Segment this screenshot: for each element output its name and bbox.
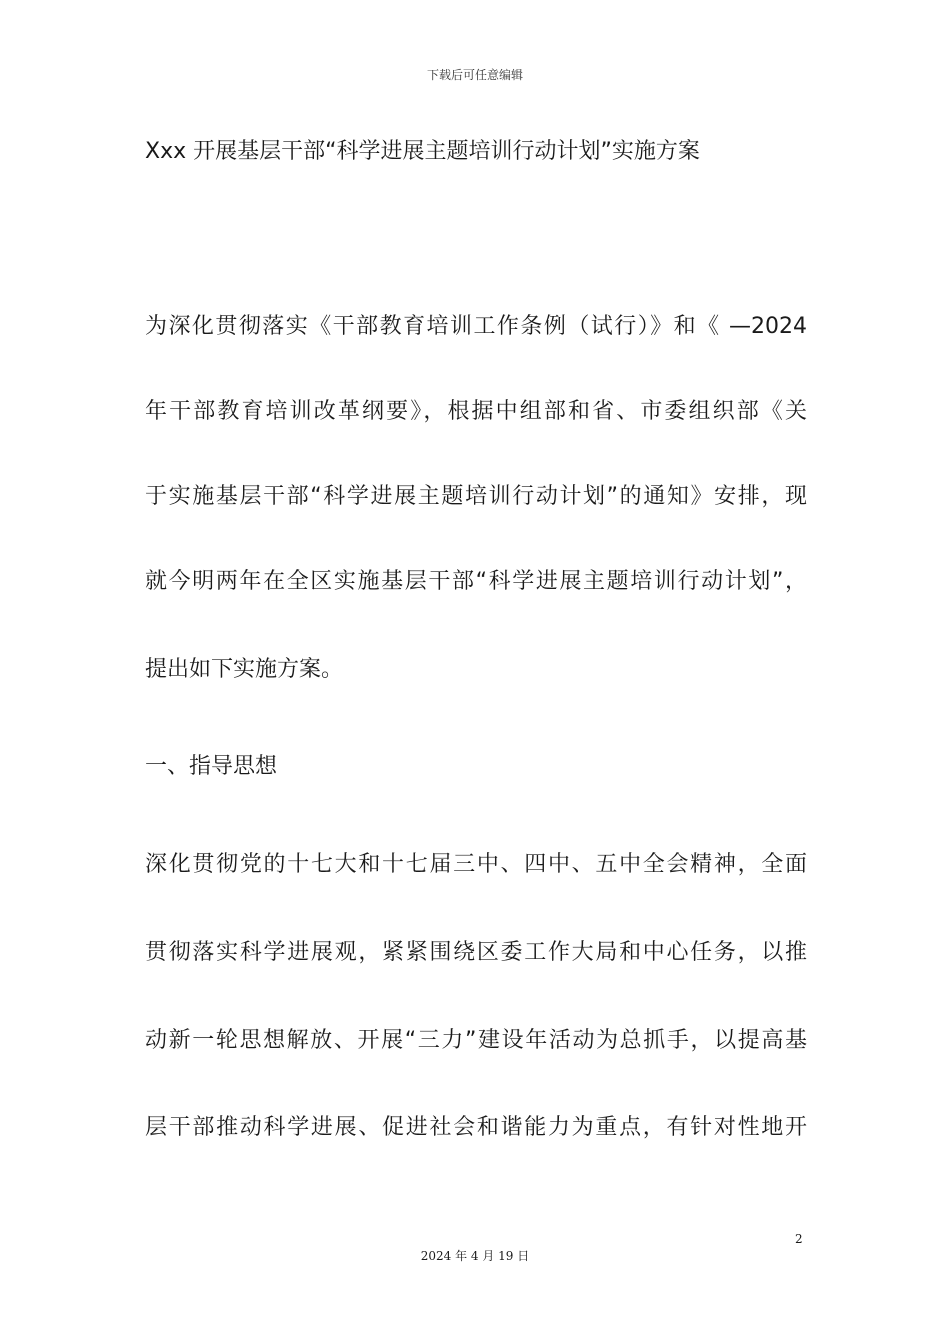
paragraph-line: 贯彻落实科学进展观，紧紧围绕区委工作大局和中心任务，以推 — [145, 940, 807, 965]
footer-date: 2024 年 4 月 19 日 — [420, 1249, 530, 1263]
paragraph-line: 年干部教育培训改革纲要》，根据中组部和省、市委组织部《关 — [145, 399, 807, 424]
paragraph-line: 深化贯彻党的十七大和十七届三中、四中、五中全会精神，全面 — [145, 852, 807, 877]
document-title: Xxx 开展基层干部“科学进展主题培训行动计划”实施方案 — [145, 139, 700, 164]
page-number: 2 — [795, 1232, 803, 1246]
paragraph-line: 于实施基层干部“科学进展主题培训行动计划”的通知》安排，现 — [145, 484, 807, 509]
paragraph-line: 提出如下实施方案。 — [145, 657, 344, 682]
paragraph-line: 层干部推动科学进展、促进社会和谐能力为重点，有针对性地开 — [145, 1115, 807, 1140]
paragraph-line: 为深化贯彻落实《干部教育培训工作条例（试行）》和《 —2024 — [145, 314, 807, 339]
paragraph-line: 动新一轮思想解放、开展“三力”建设年活动为总抓手，以提高基 — [145, 1028, 807, 1053]
header-note: 下载后可任意编辑 — [426, 68, 523, 82]
section-heading: 一、指导思想 — [145, 754, 278, 779]
paragraph-line: 就今明两年在全区实施基层干部“科学进展主题培训行动计划”， — [145, 569, 807, 594]
